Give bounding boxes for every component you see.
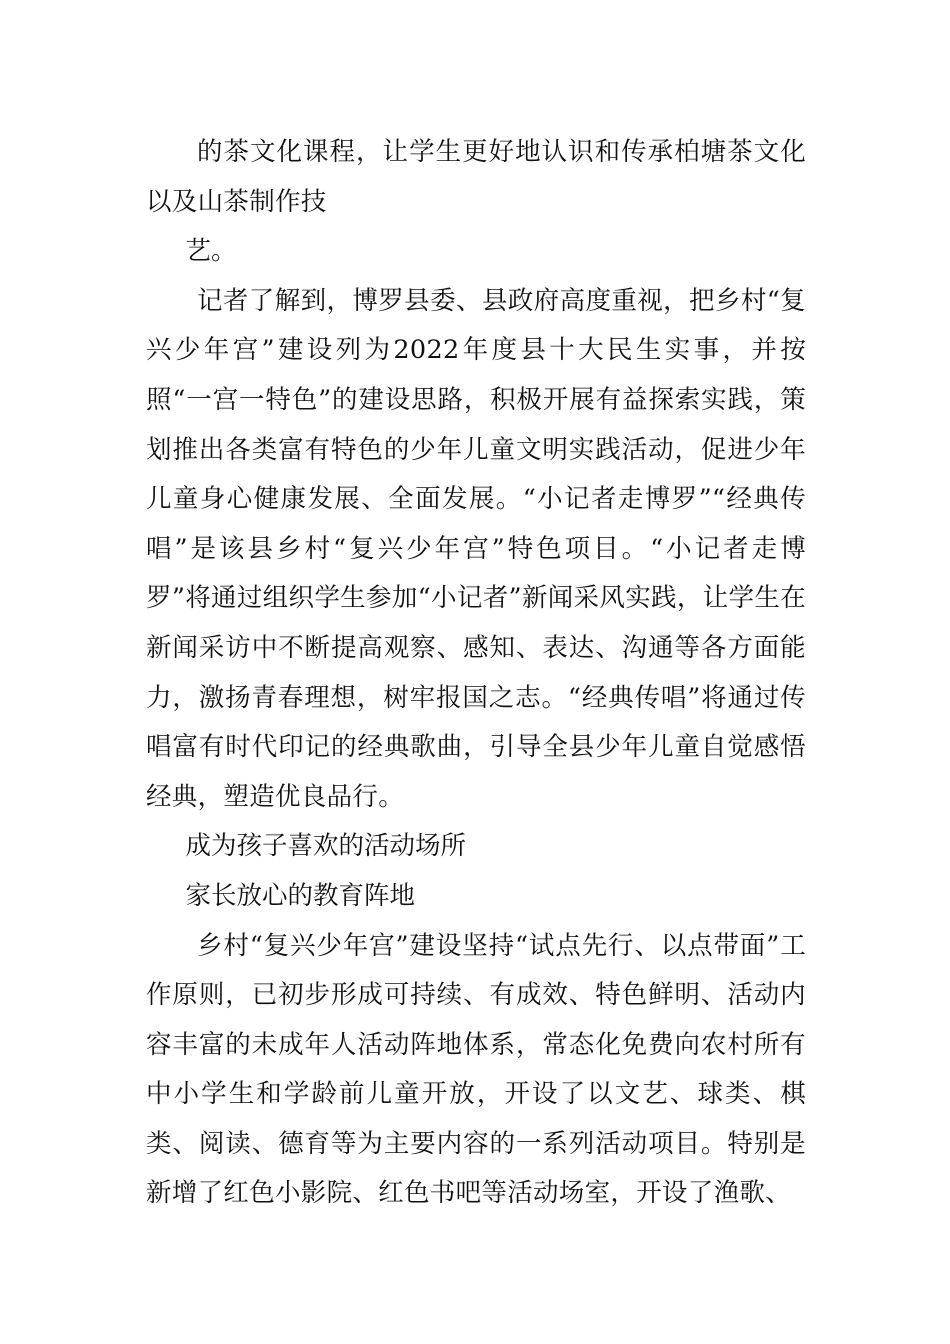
document-body — [146, 128, 806, 1219]
paragraph-tea-culture: 的茶文化课程，让学生更好地认识和传承柏塘茶文化以及山茶制作技 — [146, 137, 806, 217]
subheading-education-base: 家长放心的教育阵地 — [185, 880, 416, 911]
paragraph-tea-culture-end: 艺。 — [185, 236, 237, 267]
paragraph-reporter-findings: 记者了解到，博罗县委、县政府高度重视，把乡村“复兴少年宫”建设列为2022年度县十大民生实事，并按照“一宫一特色”的建设思路，积极开展有益探索实践，策划推出各类富有特色的少年儿童文明实践活动，促进少年儿童身心健康发展、全面发展。“小记者走博罗”“经典传唱”是该县乡村“复兴少年宫”特色项目。“小记者走博罗”将通过组织学生参加“小记者”新闻采风实践，让学生在新闻采访中不断提高观察、感知、表达、沟通等各方面能力，激扬青春理想，树牢报国之志。“经典传唱”将通过传唱富有时代印记的经典歌曲，引导全县少年儿童自觉感悟经典，塑造优良品行。 — [146, 285, 806, 812]
subheading-favorite-venue: 成为孩子喜欢的活动场所 — [185, 831, 467, 862]
paragraph-youth-palace-construction: 乡村“复兴少年宫”建设坚持“试点先行、以点带面”工作原则，已初步形成可持续、有成效、特色鲜明、活动内容丰富的未成年人活动阵地体系，常态化免费向农村所有中小学生和学龄前儿童开放，开设了以文艺、球类、棋类、阅读、德育等为主要内容的一系列活动项目。特别是新增了红色小影院、红色书吧等活动场室，开设了渔歌、 — [146, 930, 806, 1209]
